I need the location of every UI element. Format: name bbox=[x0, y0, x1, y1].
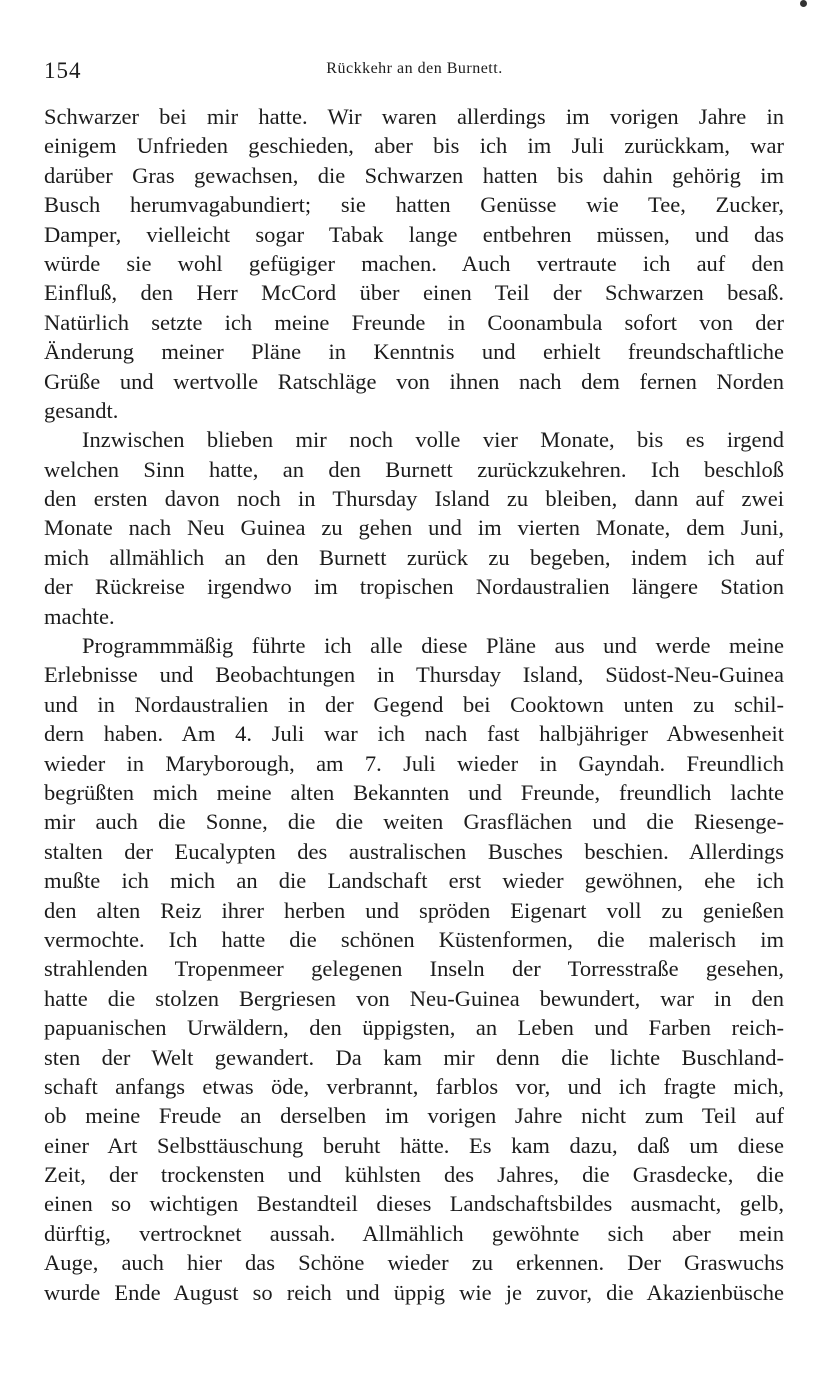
text-line: Einfluß, den Herr McCord über einen Teil der Schwarzen besaß. bbox=[44, 280, 784, 306]
text-line: stalten der Eucalypten des australischen Busches beschien. Allerdings bbox=[44, 838, 784, 864]
text-line: strahlenden Tropenmeer gelegenen Inseln der Torresstraße gesehen, bbox=[44, 956, 784, 982]
text-line: einer Art Selbsttäuschung beruht hätte. Es kam dazu, daß um diese bbox=[44, 1132, 784, 1158]
text-line: den ersten davon noch in Thursday Island zu bleiben, dann auf zwei bbox=[44, 486, 784, 512]
page-number: 154 bbox=[44, 58, 82, 83]
text-line: machte. bbox=[44, 603, 115, 629]
text-line: den alten Reiz ihrer herben und spröden Eigenart voll zu genießen bbox=[44, 897, 784, 923]
text-line: dern haben. Am 4. Juli war ich nach fast halbjähriger Abwesenheit bbox=[44, 721, 784, 747]
text-line: Zeit, der trockensten und kühlsten des Jahres, die Grasdecke, die bbox=[44, 1162, 784, 1188]
text-line: papuanischen Urwäldern, den üppigsten, an Leben und Farben reich- bbox=[44, 1015, 784, 1041]
text-line: Schwarzer bei mir hatte. Wir waren allerdings im vorigen Jahre in bbox=[44, 104, 784, 129]
text-line: Auge, auch hier das Schöne wieder zu erkennen. Der Graswuchs bbox=[44, 1250, 784, 1276]
text-line: vermochte. Ich hatte die schönen Küstenformen, die malerisch im bbox=[44, 926, 784, 952]
text-line: darüber Gras gewachsen, die Schwarzen hatten bis dahin gehörig im bbox=[44, 162, 784, 188]
text-line: Damper, vielleicht sogar Tabak lange entbehren müssen, und das bbox=[44, 221, 784, 247]
text-line: wurde Ende August so reich und üppig wie je zuvor, die Akazienbüsche bbox=[44, 1279, 784, 1305]
text-line: sten der Welt gewandert. Da kam mir denn die lichte Buschland- bbox=[44, 1044, 784, 1070]
text-line: mich allmählich an den Burnett zurück zu begeben, indem ich auf bbox=[44, 544, 784, 570]
text-line: Monate nach Neu Guinea zu gehen und im vierten Monate, dem Juni, bbox=[44, 515, 784, 541]
text-line: Busch herumvagabundiert; sie hatten Genüsse wie Tee, Zucker, bbox=[44, 192, 784, 218]
text-line: Inzwischen blieben mir noch volle vier Monate, bis es irgend bbox=[82, 427, 784, 453]
text-line: mußte ich mich an die Landschaft erst wieder gewöhnen, ehe ich bbox=[44, 868, 784, 894]
corner-ink-mark bbox=[800, 0, 807, 7]
text-line: Änderung meiner Pläne in Kenntnis und erhielt freundschaftliche bbox=[44, 339, 784, 365]
text-line: einen so wichtigen Bestandteil dieses Landschaftsbildes ausmacht, gelb, bbox=[44, 1191, 784, 1217]
text-line: würde sie wohl gefügiger machen. Auch vertraute ich auf den bbox=[44, 250, 784, 276]
text-line: hatte die stolzen Bergriesen von Neu-Guinea bewundert, war in den bbox=[44, 985, 784, 1011]
text-line: gesandt. bbox=[44, 397, 119, 423]
text-line: schaft anfangs etwas öde, verbrannt, farblos vor, und ich fragte mich, bbox=[44, 1073, 784, 1099]
text-line: begrüßten mich meine alten Bekannten und Freunde, freundlich lachte bbox=[44, 779, 784, 805]
text-line: mir auch die Sonne, die die weiten Grasflächen und die Riesenge- bbox=[44, 809, 784, 835]
text-line: Grüße und wertvolle Ratschläge von ihnen nach dem fernen Norden bbox=[44, 368, 784, 394]
text-line: Natürlich setzte ich meine Freunde in Coonambula sofort von der bbox=[44, 309, 784, 335]
text-line: der Rückreise irgendwo im tropischen Nordaustralien längere Station bbox=[44, 574, 784, 600]
page-header bbox=[44, 58, 785, 84]
text-line: Programmmäßig führte ich alle diese Pläne aus und werde meine bbox=[82, 633, 784, 659]
text-line: einigem Unfrieden geschieden, aber bis ich im Juli zurückkam, war bbox=[44, 133, 784, 159]
text-line: ob meine Freude an derselben im vorigen Jahre nicht zum Teil auf bbox=[44, 1103, 784, 1129]
text-line: Erlebnisse und Beobachtungen in Thursday Island, Südost-Neu-Guinea bbox=[44, 662, 784, 688]
text-line: wieder in Maryborough, am 7. Juli wieder in Gayndah. Freundlich bbox=[44, 750, 784, 776]
text-line: welchen Sinn hatte, an den Burnett zurückzukehren. Ich beschloß bbox=[44, 456, 784, 482]
text-line: dürftig, vertrocknet aussah. Allmählich gewöhnte sich aber mein bbox=[44, 1220, 784, 1246]
body-text bbox=[44, 102, 784, 1307]
text-line: und in Nordaustralien in der Gegend bei Cooktown unten zu schil- bbox=[44, 691, 784, 717]
running-head: Rückkehr an den Burnett. bbox=[326, 60, 503, 77]
